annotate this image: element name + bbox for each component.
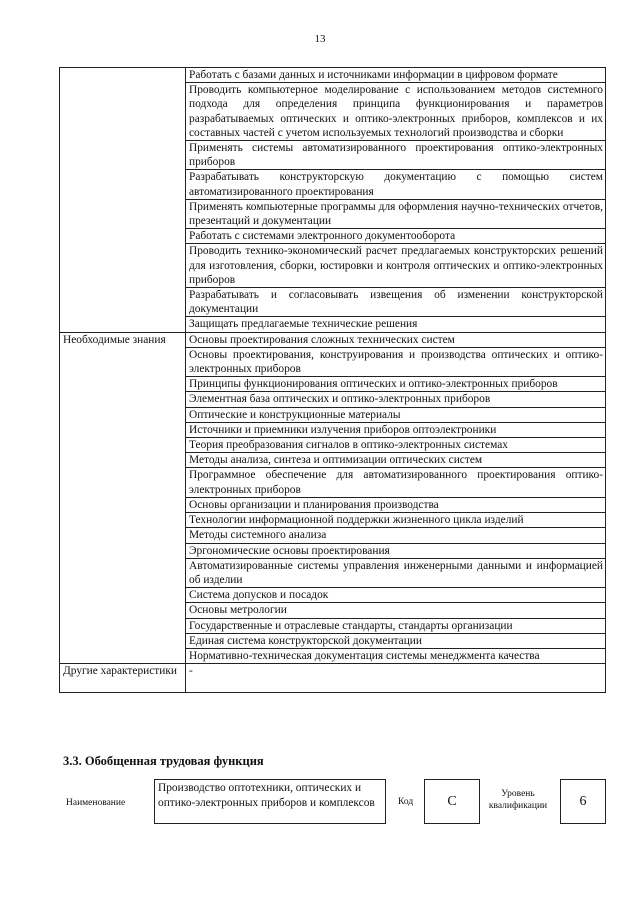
skill-item: Проводить компьютерное моделирование с использованием методов системного подхода для определения принципа функционирования и параметров разрабатываемых оптических и оптико-электронных приборов, комплексов и их составных частей с учетом используемых технологий производства и сборки — [186, 83, 606, 141]
knowledge-item: Принципы функционирования оптических и оптико-электронных приборов — [186, 377, 606, 392]
table-row — [60, 664, 606, 693]
skill-item: Применять системы автоматизированного проектирования оптико-электронных приборов — [186, 141, 606, 170]
page-number: 13 — [314, 33, 326, 45]
skill-item: Работать с базами данных и источниками информации в цифровом формате — [186, 68, 606, 83]
skill-item: Разрабатывать и согласовывать извещения об изменении конструкторской документации — [186, 288, 606, 317]
knowledge-item: Основы метрологии — [186, 603, 606, 618]
name-value: Производство оптотехники, оптических и оптико-электронных приборов и комплексов — [154, 779, 386, 824]
knowledge-item: Теория преобразования сигналов в оптико-электронных системах — [186, 438, 606, 453]
code-label: Код — [398, 797, 414, 807]
qualification-level-value: 6 — [560, 779, 606, 824]
generalized-function-row — [64, 779, 604, 827]
knowledge-item: Система допусков и посадок — [186, 588, 606, 603]
other-characteristics-label: Другие характеристики — [60, 664, 186, 693]
knowledge-label: Необходимые знания — [60, 332, 186, 663]
code-value: C — [424, 779, 480, 824]
knowledge-item: Нормативно-техническая документация системы менеджмента качества — [186, 648, 606, 663]
requirements-table — [59, 67, 606, 693]
skills-label-cell — [60, 68, 186, 333]
knowledge-item: Программное обеспечение для автоматизированного проектирования оптико-электронных приборов — [186, 468, 606, 497]
knowledge-item: Оптические и конструкционные материалы — [186, 407, 606, 422]
skill-item: Защищать предлагаемые технические решения — [186, 317, 606, 332]
knowledge-item: Единая система конструкторской документации — [186, 633, 606, 648]
knowledge-item: Источники и приемники излучения приборов оптоэлектроники — [186, 422, 606, 437]
knowledge-item: Основы проектирования, конструирования и производства оптических и оптико-электронных приборов — [186, 347, 606, 376]
skill-item: Разрабатывать конструкторскую документацию с помощью систем автоматизированного проектирования — [186, 170, 606, 199]
skill-item: Применять компьютерные программы для оформления научно-технических отчетов, презентаций и документации — [186, 199, 606, 228]
knowledge-item: Автоматизированные системы управления инженерными данными и информацией об изделии — [186, 558, 606, 587]
section-heading: 3.3. Обобщенная трудовая функция — [63, 754, 264, 768]
qualification-level-label: Уровень квалификации — [488, 789, 548, 811]
knowledge-item: Эргономические основы проектирования — [186, 543, 606, 558]
knowledge-item: Элементная база оптических и оптико-электронных приборов — [186, 392, 606, 407]
table-row — [60, 68, 606, 83]
name-label: Наименование — [66, 798, 126, 808]
skill-item: Работать с системами электронного документооборота — [186, 229, 606, 244]
knowledge-item: Основы проектирования сложных технических систем — [186, 332, 606, 347]
knowledge-item: Методы системного анализа — [186, 528, 606, 543]
other-characteristics-value: - — [186, 664, 606, 693]
knowledge-item: Государственные и отраслевые стандарты, стандарты организации — [186, 618, 606, 633]
knowledge-item: Основы организации и планирования производства — [186, 497, 606, 512]
knowledge-item: Технологии информационной поддержки жизненного цикла изделий — [186, 513, 606, 528]
table-row — [60, 332, 606, 347]
skill-item: Проводить технико-экономический расчет предлагаемых конструкторских решений для изготовления, сборки, юстировки и контроля оптических и оптико-электронных приборов — [186, 244, 606, 288]
knowledge-item: Методы анализа, синтеза и оптимизации оптических систем — [186, 453, 606, 468]
